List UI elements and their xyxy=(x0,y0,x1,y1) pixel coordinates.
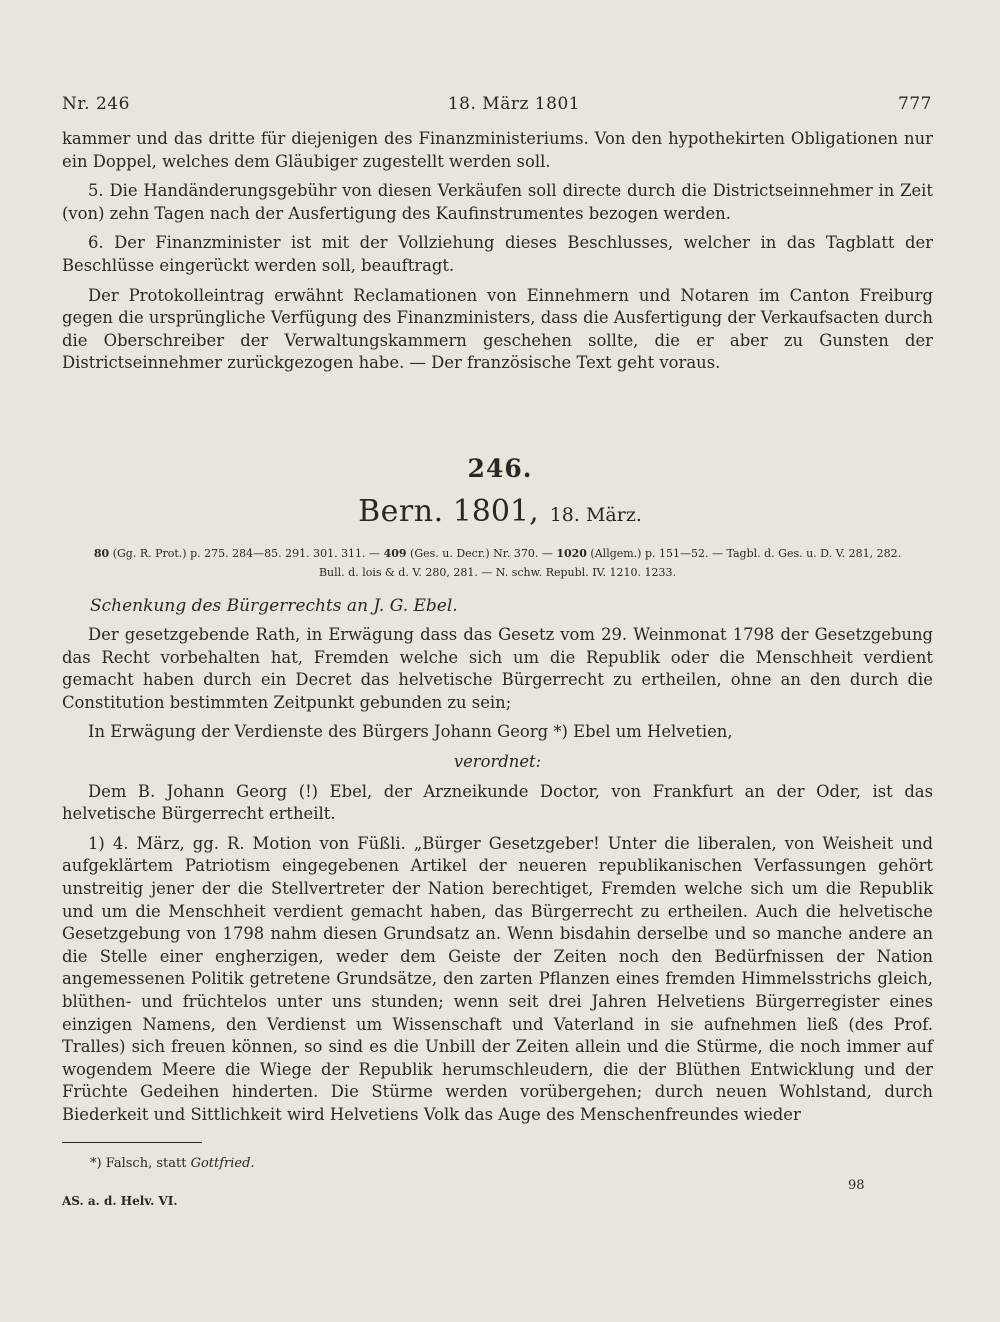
paragraph-item-5: 5. Die Handänderungsgebühr von diesen Verkäufen soll directe durch die Districtseinnehmer in Zeit (von) zehn Tagen nach der Ausfertigung des Kaufinstrumentes bezogen werden. xyxy=(62,181,933,223)
footnote xyxy=(90,1156,255,1171)
footnote-italic: Gottfried. xyxy=(190,1156,255,1171)
entry-year: 1801, xyxy=(452,494,539,529)
source-references xyxy=(62,544,933,582)
ref-number: 409 xyxy=(383,547,407,560)
entry-body xyxy=(62,624,933,1133)
ref-number: 80 xyxy=(93,547,110,560)
paragraph-item-6: 6. Der Finanzminister ist mit der Vollziehung dieses Beschlusses, welcher in das Tagblatt der Beschlüsse eingerückt werden soll, beauftragt. xyxy=(62,233,933,275)
ref-text: (Ges. u. Decr.) Nr. 370. — xyxy=(406,547,557,560)
footnote-divider xyxy=(62,1142,202,1143)
continued-text xyxy=(62,128,933,382)
paragraph-protocol-note: Der Protokolleintrag erwähnt Reclamationen von Einnehmern und Notaren im Canton Freiburg gegen die ursprüngliche Verfügung des Finanzministers, dass die Ausfertigung der Verkaufsacten durch die Oberschreiber der Verwaltungskammern geschehen sollte, die er aber zu Gunsten der Districtseinnehmer zurückgezogen habe. — Der französische Text geht voraus. xyxy=(62,285,933,373)
footer-volume: AS. a. d. Helv. VI. xyxy=(62,1194,178,1208)
refs-line-1 xyxy=(62,544,933,563)
header-date: 18. März 1801 xyxy=(447,94,581,114)
ref-number: 1020 xyxy=(556,547,587,560)
header-entry-number: Nr. 246 xyxy=(62,94,130,114)
paragraph-preamble: Der gesetzgebende Rath, in Erwägung dass das Gesetz vom 29. Weinmonat 1798 der Gesetzgebung das Recht vorbehalten hat, Fremden welche sich um die Republik oder die Menschheit verdient gemacht haben durch ein Decret das helvetische Bürgerrecht zu ertheilen, ohne an den durch die Constitution bestimmten Zeitpunkt gebunden zu sein; xyxy=(62,625,933,712)
entry-dateline xyxy=(0,494,1000,529)
entry-title: Schenkung des Bürgerrechts an J. G. Ebel. xyxy=(90,596,458,616)
paragraph-decree: Dem B. Johann Georg (!) Ebel, der Arzneikunde Doctor, von Frankfurt an der Oder, ist das helvetische Bürgerrecht ertheilt. xyxy=(62,781,933,824)
ref-text: (Gg. R. Prot.) p. 275. 284—85. 291. 301. 311. — xyxy=(109,547,384,560)
paragraph-motion: 1) 4. März, gg. R. Motion von Füßli. „Bürger Gesetzgeber! Unter die liberalen, von Weisheit und aufgeklärtem Patriotism eingegebenen Artikel der neueren republikanischen Verfassungen gehört unstreitig jener der die Stellvertreter der Nation berechtiget, Fremden welche sich um die Republik und um die Menschheit verdient gemacht haben, das Bürgerrecht zu ertheilen. Auch die helvetische Gesetzgebung von 1798 nahm diesen Grundsatz an. Wenn bisdahin derselbe und so manche andere an die Stelle einer engherzigen, weder dem Geiste der Zeiten noch den Bedürfnissen der Nation angemessenen Politik getretene Grundsätze, den zarten Pflanzen eines fremden Himmelsstrichs gleich, blüthen- und früchtelos unter uns stunden; wenn seit drei Jahren Helvetiens Bürgerregister eines einzigen Namens, den Verdienst um Wissenschaft und Vaterland in sie aufnehmen ließ (des Prof. Tralles) sich freuen können, so sind es die Unbill der Zeiten allein und die Stürme, die noch immer auf wogendem Meere die Wiege der Republik herumschleudern, die der Blüthen Entwicklung und der Früchte Gedeihen hinderten. Die Stürme werden vorübergehen; durch neuen Wohlstand, durch Biederkeit und Sittlichkeit wird Helvetiens Volk das Auge des Menschenfreundes wieder xyxy=(62,833,933,1124)
header-page-number: 777 xyxy=(898,94,932,114)
running-header xyxy=(62,94,932,114)
paragraph-continuation: kammer und das dritte für diejenigen des Finanzministeriums. Von den hypothekirten Obligationen nur ein Doppel, welches dem Gläubiger zugestellt werden soll. xyxy=(62,129,933,171)
refs-line-2: Bull. d. lois & d. V. 280, 281. — N. schw. Republ. IV. 1210. 1233. xyxy=(318,566,677,579)
footnote-text: *) Falsch, statt xyxy=(90,1156,191,1171)
footer-signature: 98 xyxy=(848,1178,865,1193)
entry-place: Bern. xyxy=(358,494,444,529)
entry-number: 246. xyxy=(467,454,533,483)
ref-text: (Allgem.) p. 151—52. — Tagbl. d. Ges. u. D. V. 281, 282. xyxy=(586,547,902,560)
decree-verb: verordnet: xyxy=(453,751,542,771)
paragraph-consideration: In Erwägung der Verdienste des Bürgers Johann Georg *) Ebel um Helvetien, xyxy=(88,722,733,742)
entry-day: 18. März. xyxy=(549,504,642,526)
